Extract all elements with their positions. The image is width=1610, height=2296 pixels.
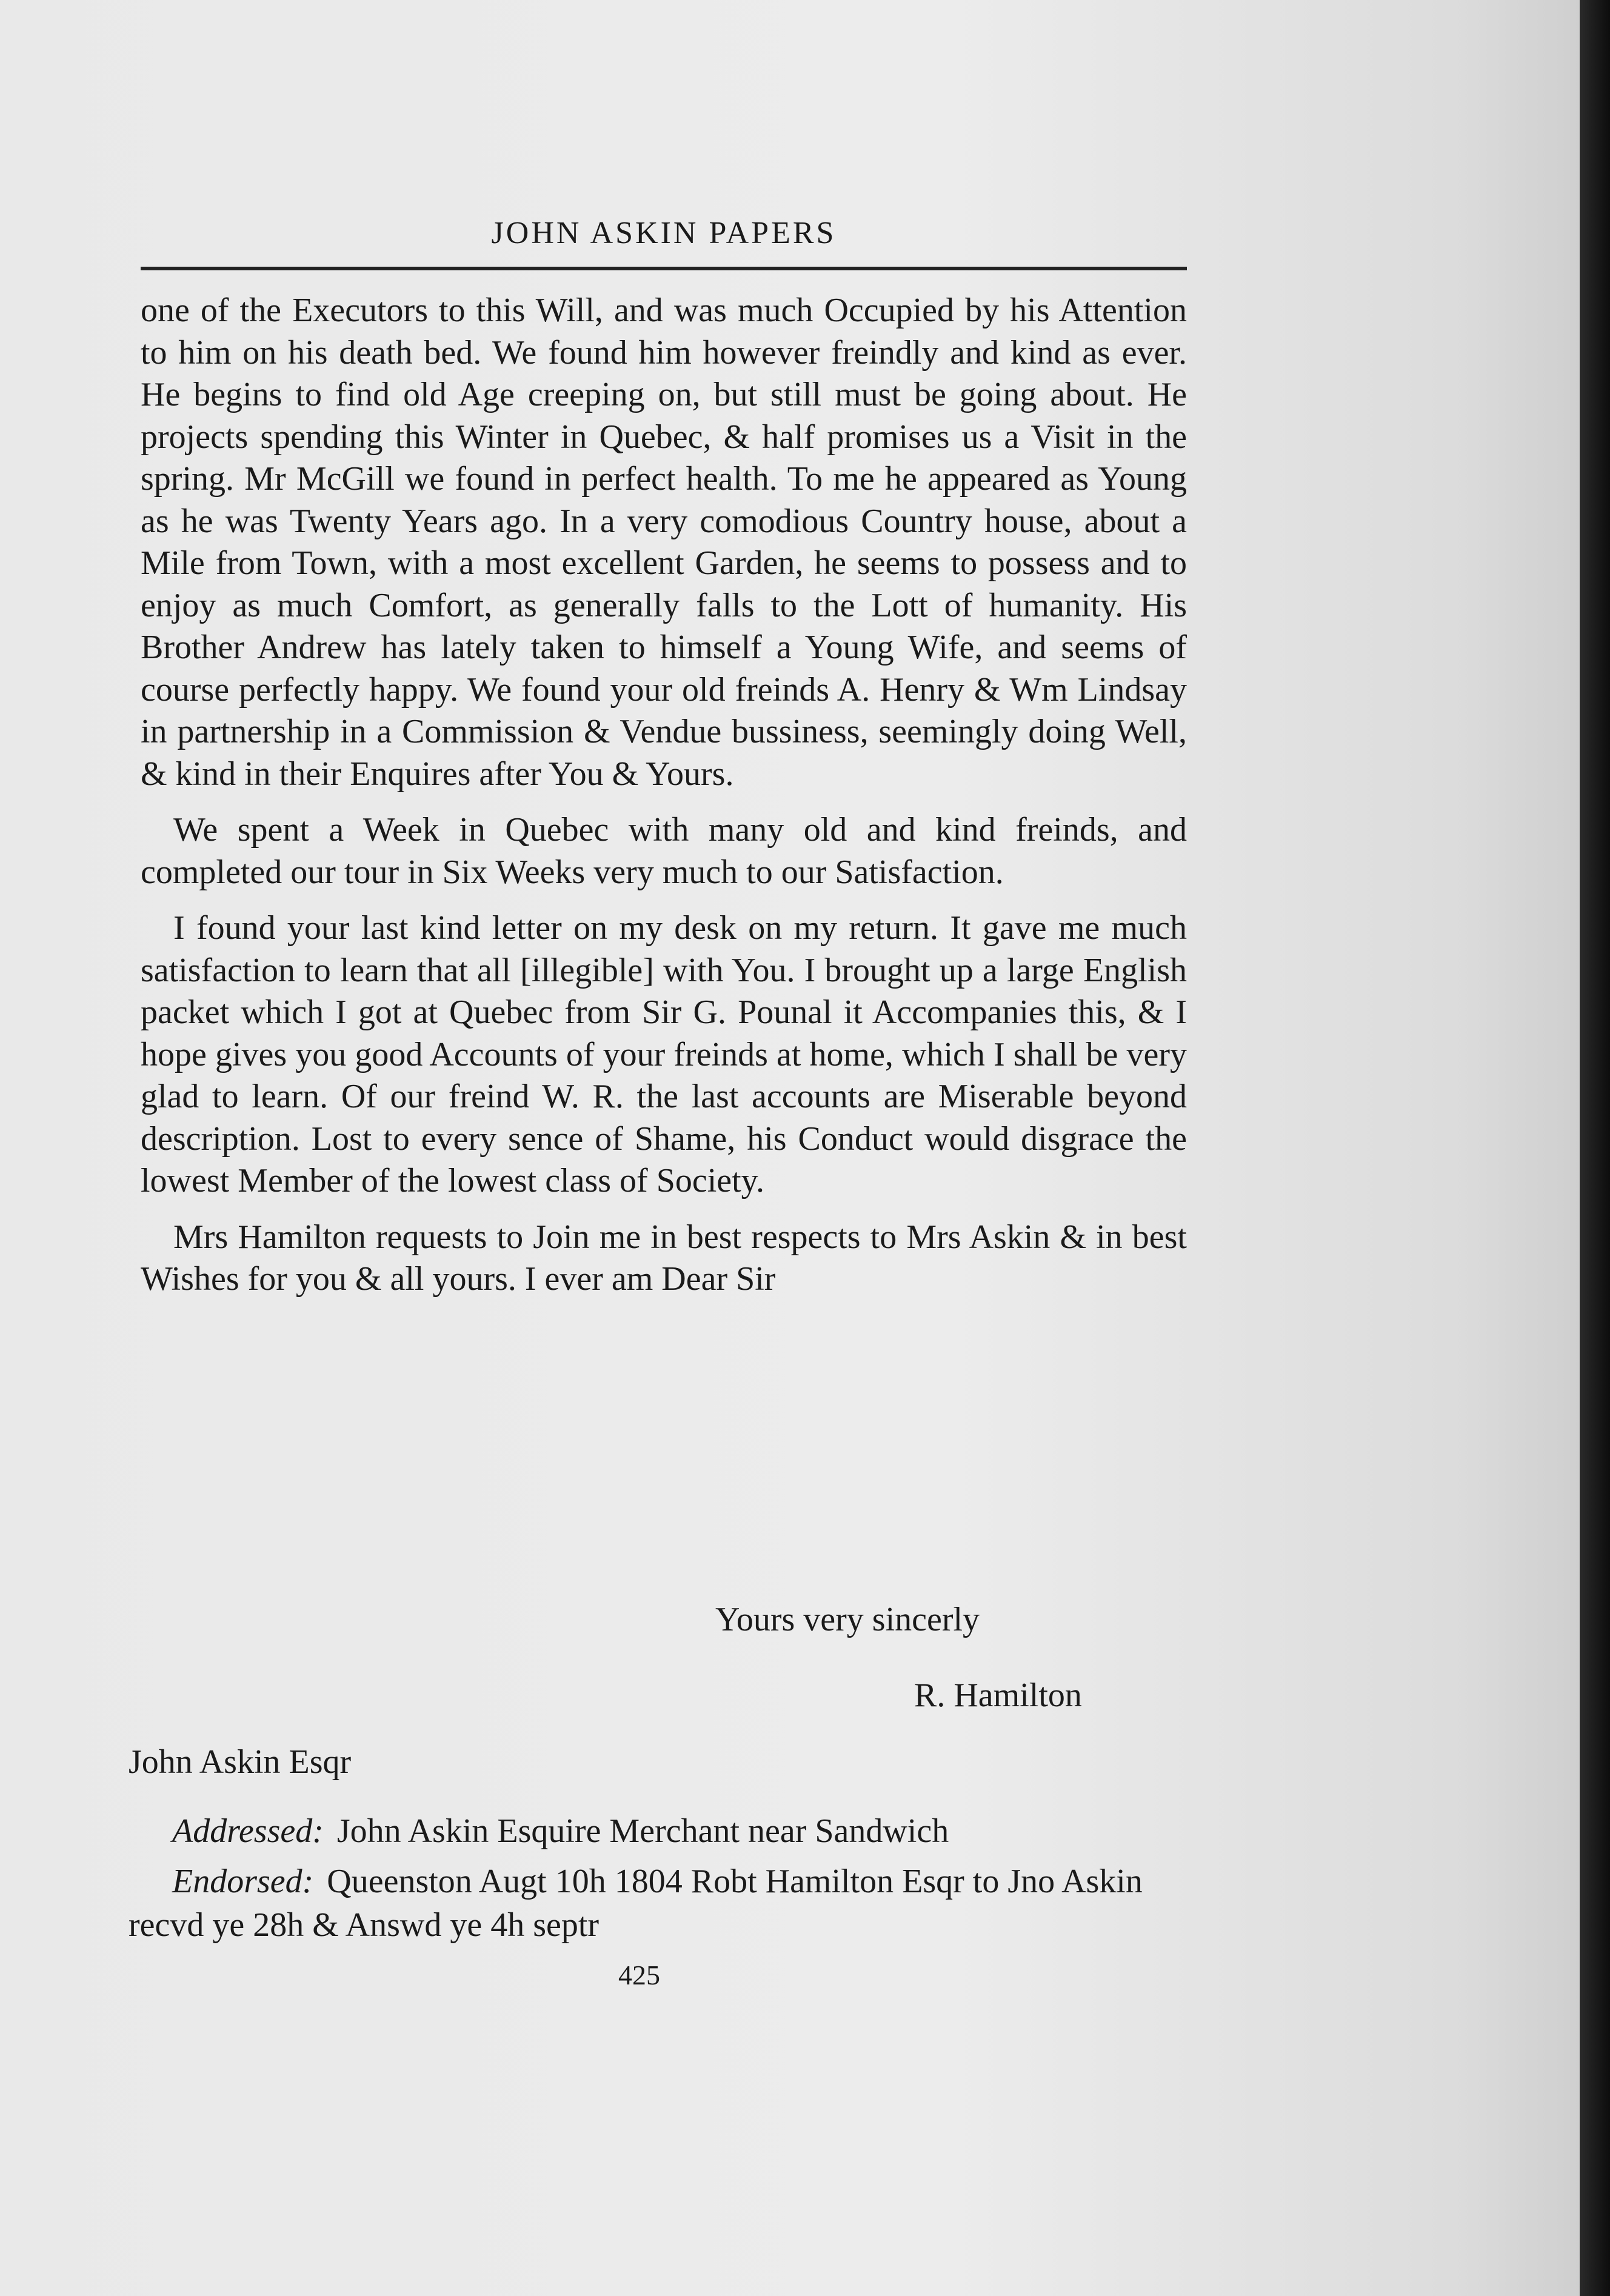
- header-rule: [141, 267, 1187, 270]
- page-number: 425: [618, 1960, 660, 1991]
- letter-body: [141, 290, 1187, 1301]
- endorsed-note: [129, 1860, 1195, 1947]
- addressed-note: [129, 1809, 1195, 1853]
- paragraph: Mrs Hamilton requests to Join me in best respects to Mrs Askin & in best Wishes for you & all yours. I ever am Dear Sir: [141, 1218, 1187, 1298]
- signature: R. Hamilton: [914, 1677, 1082, 1714]
- endorsed-text: Queenston Augt 10h 1804 Robt Hamilton Esqr to Jno Askin recvd ye 28h & Answd ye 4h septr: [129, 1863, 1143, 1944]
- addressee: John Askin Esqr: [129, 1743, 352, 1781]
- page-edge-shadow: [1580, 0, 1610, 2296]
- addressed-label: Addressed:: [172, 1812, 324, 1850]
- running-head: JOHN ASKIN PAPERS: [491, 216, 837, 250]
- paragraph-continuation: one of the Executors to this Will, and was much Occupied by his Attention to him on his death bed. We found him however freindly and kind as ever. He begins to find old Age creeping on, but still must be going about. He projects spending this Winter in Quebec, & half promises us a Visit in the spring. Mr McGill we found in perfect health. To me he appeared as Young as he was Twenty Years ago. In a very comodious Country house, about a Mile from Town, with a most excellent Garden, he seems to possess and to enjoy as much Comfort, as generally falls to the Lott of humanity. His Brother Andrew has lately taken to himself a Young Wife, and seems of course perfectly happy. We found your old freinds A. Henry & Wm Lindsay in partnership in a Commission & Vendue bussiness, seemingly doing Well, & kind in their Enquires after You & Yours.: [141, 292, 1187, 793]
- paragraph: I found your last kind letter on my desk on my return. It gave me much satisfaction to learn that all [illegible] with You. I brought up a large English packet which I got at Quebec from Sir G. Pounal it Accompanies this, & I hope gives you good Accounts of your freinds at home, which I shall be very glad to learn. Of our freind W. R. the last accounts are Miserable beyond description. Lost to every sence of Shame, his Conduct would disgrace the lowest Member of the lowest class of Society.: [141, 909, 1187, 1200]
- addressed-text: John Askin Esquire Merchant near Sandwich: [336, 1812, 949, 1850]
- complimentary-close: Yours very sincerly: [715, 1601, 980, 1638]
- endorsed-label: Endorsed:: [172, 1863, 314, 1900]
- paragraph: We spent a Week in Quebec with many old and kind freinds, and completed our tour in Six Weeks very much to our Satisfaction.: [141, 811, 1187, 891]
